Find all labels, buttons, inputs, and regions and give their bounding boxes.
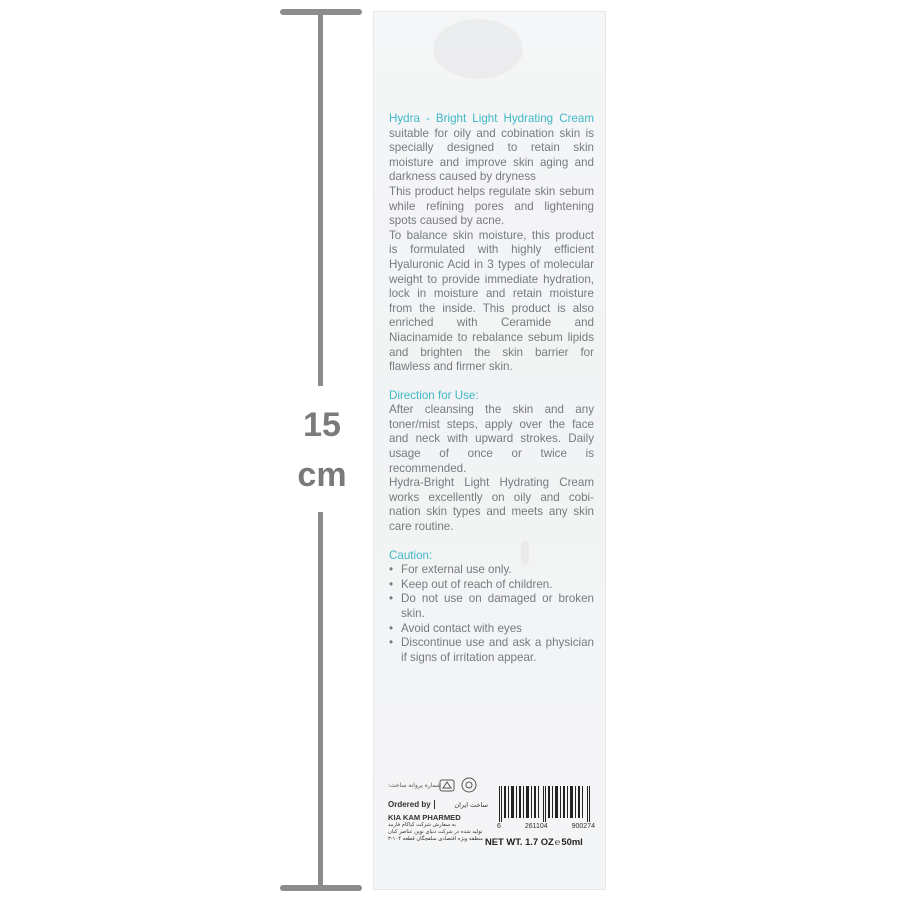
caution-item: • Keep out of reach of children. [389,577,553,591]
ruler-unit: cm [297,456,347,494]
intro-paragraph [389,112,594,185]
license-number-label: شماره پروانه ساخت: [388,782,442,789]
estimated-sign-icon: ℮ [554,836,561,847]
caution-heading: Caution: [389,548,433,562]
caution-item: • Avoid contact with eyes [389,621,522,635]
bullet: • [389,563,394,577]
direction-heading: Direction for Use: [389,388,479,402]
product-description [389,112,594,665]
barcode-number: 6 261104 900274 [497,823,595,830]
address-line-2: منطقه ویژه اقتصادی سلفچگان قطعه ۱۰۴-۳ [388,836,484,842]
caution-item: • Discontinue use and ask a physician if signs of irritation appear. [389,636,594,664]
ruler-value: 15 [303,406,341,444]
product-name: Hydra - Bright Light Hydrating Cream [389,112,594,125]
sebum-paragraph: This product helps regulate skin sebum while refining pores and lightening spots caused by acne. [389,184,594,228]
company-name-fa: به سفارش شرکت کیاکام فارمد [388,822,456,828]
company-name: KIA KAM PHARMED [388,813,461,822]
moisture-paragraph: To balance skin moisture, this product is formulated with highly efficient Hyaluronic Acid in 3 types of molecular weight to provide immediate hydration, lock in moisture and retain moisture from the inside. This product is also enriched with Ceramide and Niacinamide to rebalance sebum lipids and brighten the skin barrier for flawless and firmer skin. [389,228,594,374]
barcode-bars [497,786,595,822]
panel-shadow-spot [433,19,523,79]
standard-mark-icon [460,776,478,794]
ruler-bottom-cap [280,885,362,891]
intro-text: suitable for oily and cobination skin is specially designed to retain skin moisture and improve skin aging and darkness caused by dryness [389,126,594,184]
recycle-icon [438,776,456,794]
divider [434,800,435,809]
made-in-label: ساخت ایران [454,800,488,809]
caution-list [389,563,594,665]
direction-text-2: Hydra-Bright Light Hydrating Cream works excellently on oily and cobi-nation skin types and meets any skin care routine. [389,476,594,534]
net-weight: NET WT. 1.7 OZ℮50ml [485,836,583,847]
ruler-line-lower [318,512,323,888]
manufacturer-block [388,800,488,843]
ordered-by-label: Ordered by [388,800,431,809]
barcode [497,786,595,836]
bullet: • [389,636,394,650]
ruler-line-upper [318,14,323,386]
direction-text: After cleansing the skin and any toner/mist steps, apply over the face and neck with upward strokes. Daily usage of once or twice is recommended. [389,403,594,475]
bullet: • [389,577,394,591]
bullet: • [389,621,394,635]
bullet: • [389,592,394,606]
certification-row [388,776,488,798]
caution-item: • For external use only. [389,563,512,577]
address-line-1: تولید شده در شرکت دنیای نوین عناصر کیان [388,829,483,835]
caution-item: • Do not use on damaged or broken skin. [389,592,594,620]
